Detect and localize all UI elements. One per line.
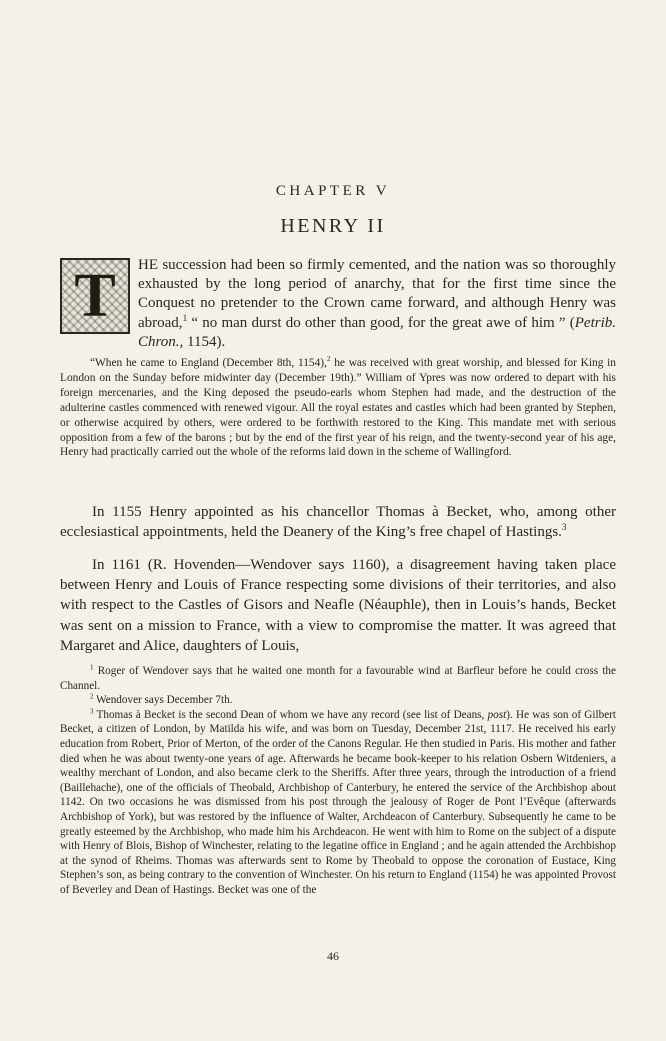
- paragraph-2-text: In 1161 (R. Hovenden—Wendover says 1160), a disagreement having taken place between Henry and Louis of France respecting some divisions of their territories, and also with respect to the Castles of Gisors and Neafle (Néauphle), then in Louis’s hands, Becket was sent on a mission to France, with a view to compromise the matter. It was agreed that Margaret and Alice, daughters of Louis,: [60, 557, 616, 654]
- paragraph-1-body: In 1155 Henry appointed as his chancellor Thomas à Becket, who, among other ecclesiastical appointments, held the Deanery of the King’s free chapel of Hastings.: [60, 504, 616, 541]
- quote-text-part-2: he was received with great worship, and blessed for King in London on the Sunday before midwinter day (December 19th).” William of Ypres was now ordered to depart with his foreign mercenaries, and the King deposed the pseudo-earls whom Stephen had made, and the destruction of the adulterine castles commenced with renewed vigour. All the royal estates and castles which had been granted by Stephen, or otherwise acquired by others, were ordered to be forthwith restored to the King. This mandate met with serious opposition from a few of the barons ; but by the end of the first year of his reign, and the twenty-second year of his age, Henry had practically carried out the whole of the reforms laid down in the scheme of Wallingford.: [60, 357, 617, 459]
- citation-title: Petrib. Chron.,: [138, 314, 616, 350]
- quote-paragraph: [60, 356, 616, 460]
- chapter-title: HENRY II: [280, 215, 386, 237]
- dropcap-letter: T: [74, 262, 116, 330]
- footnote-ref-3[interactable]: 3: [561, 523, 567, 534]
- footnote-3-text-part-1: Thomas à Becket is the second Dean of whom we have any record (see list of Deans,: [93, 708, 488, 721]
- footnote-1: [60, 664, 616, 693]
- footnote-3-post: post: [487, 708, 507, 721]
- chapter-label: CHAPTER V: [275, 183, 391, 199]
- paragraph-1-text: [60, 502, 616, 542]
- page-number: 46: [327, 949, 339, 963]
- paragraph-1: [60, 502, 616, 542]
- footnote-3-text-part-2: ). He was son of Gilbert Becket, a citizen of London, by Matilda his wife, and was born on Tuesday, December 21st, 1117. He received his early education from Robert, Prior of Merton, of the order of the Canons Regular. He then studied in Paris. His mother and father died when he was about twenty-one years of age. Afterwards he became book-keeper to his relation Osbern Witdeniers, a wealthy merchant of London, and also became clerk to the Sheriffs. After three years, through the introduction of a friend (Baillehache), one of the officials of Theobald, Archbishop of Canterbury, he entered the service of the Archbishop about 1142. On two occasions he was dismissed from his post through the jealousy of Roger de Pont l’Evêque (afterwards Archbishop of York), but was restored by the influence of Walter, Archdeacon of Canterbury. Subsequently he came to be greatly esteemed by the Archbishop, who made him his Archdeacon. He went with him to Rome on the subject of a dispute with Henry of Blois, Bishop of Winchester, relating to the legatine office in England ; and he again attended the Archbishop at the synod of Rheims. Thomas was afterwards sent to Rome by Theobald to oppose the coronation of Eustace, King Stephen’s son, as being contrary to the convention of Winchester. On his return to England (1154) he was appointed Provost of Beverley and Dean of Hastings. Becket was one of the: [60, 708, 616, 896]
- opening-text-part-3: 1154).: [183, 333, 226, 350]
- footnote-1-text: Roger of Wendover says that he waited one month for a favourable wind at Barfleur before he could cross the Channel.: [60, 665, 616, 692]
- footnote-1-marker: 1: [90, 663, 94, 672]
- footnote-ref-2[interactable]: 2: [326, 355, 331, 364]
- footnote-2-text: Wendover says December 7th.: [93, 694, 233, 707]
- footnote-2-marker: 2: [90, 692, 94, 701]
- opening-text-part-2: “ no man durst do other than good, for the great awe of him ” (: [187, 314, 575, 331]
- opening-paragraph: [60, 256, 616, 352]
- paragraph-2: [60, 555, 616, 656]
- ornamental-dropcap: [60, 258, 130, 334]
- quote-text-part-1: “When he came to England (December 8th, 1154),: [90, 357, 327, 369]
- footnote-2: [60, 693, 616, 708]
- footnote-3: [60, 708, 616, 898]
- footnotes: [60, 664, 616, 898]
- footnote-3-marker: 3: [90, 707, 94, 716]
- opening-text: [60, 256, 616, 352]
- opening-text-part-1: HE succession had been so firmly cemented, and the nation was so thoroughly exhausted by the long period of anarchy, that for the first time since the Conquest no pretender to the Crown came forward, and although Henry was abroad,: [138, 257, 616, 331]
- quoted-passage: [60, 356, 616, 460]
- footnote-ref-1[interactable]: 1: [182, 313, 188, 324]
